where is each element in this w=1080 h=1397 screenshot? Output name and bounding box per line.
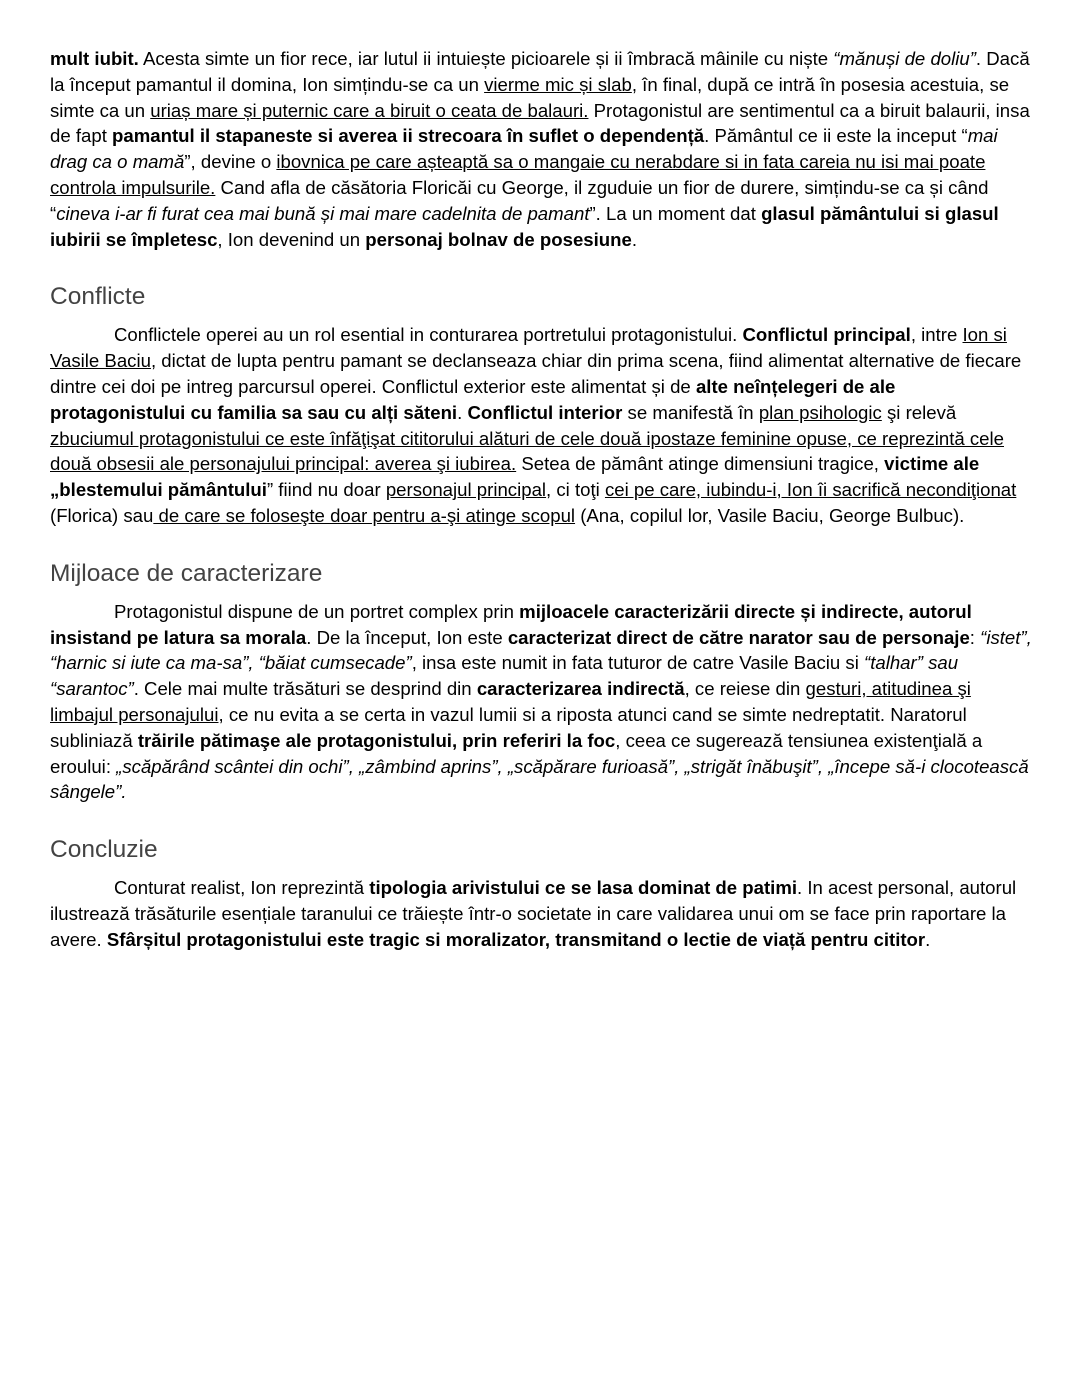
text-run: , intre: [910, 324, 963, 346]
text-run: Conflictul principal: [742, 324, 911, 346]
text-run: , ce reiese din: [684, 678, 806, 700]
document-page: [50, 46, 1034, 953]
text-run: , ce nu evita a se certa in vazul lumii si a riposta atunci cand se simte nedreptatit. Naratorul subliniază: [50, 703, 967, 751]
text-run: personajul principal: [385, 479, 547, 501]
text-run: ” fiind nu doar: [266, 479, 386, 501]
text-run: , dictat de lupta pentru pamant se declanseaza chiar din prima scena, fiind alimentat alternative de fiecare dintre cei doi pe intreg parcursul operei. Conflictul exterior este alimentat și de: [50, 350, 1022, 397]
text-run: “istet”, “harnic si iute ca ma-sa”, “băiat cumsecade”: [50, 626, 1032, 674]
text-run: cineva i-ar fi furat cea mai bună și mai mare cadelnita de pamant: [56, 202, 590, 224]
paragraph-concluzie: [50, 875, 1034, 952]
text-run: cei pe care, iubindu-i, Ion îi sacrifică necondiţionat: [604, 479, 1017, 501]
text-run: caracterizarea indirectă: [476, 678, 685, 700]
heading-conflicte: Conflicte: [50, 283, 146, 311]
text-run: .: [925, 928, 931, 950]
paragraph-mijloace: [50, 599, 1034, 805]
text-run: Conflictul interior: [467, 401, 623, 423]
text-run: Sfârșitul protagonistului este tragic si moralizator, transmitand o lectie de viață pentru cititor: [106, 928, 926, 950]
text-run: . Dacă la început pamantul il domina, Ion simțindu-se ca un: [50, 48, 1030, 95]
text-run: trăirile pătimaşe ale protagonistului, prin referiri la foc: [137, 729, 616, 751]
text-run: . In acest personal, autorul ilustrează trăsăturile esențiale taranului ce trăiește într-o societate in care validarea unui om se face prin raportare la avere.: [50, 877, 1017, 950]
text-run: :: [969, 626, 981, 648]
text-run: (Florica) sau: [50, 504, 154, 526]
text-run: ”, devine o: [184, 151, 277, 173]
text-run: Conflictele operei au un rol esential in conturarea portretului protagonistului.: [114, 324, 743, 346]
text-run: “mănuși de doliu”: [833, 48, 976, 69]
text-run: „scăpărând scântei din ochi”, „zâmbind aprins”, „scăpărare furioasă”, „strigăt înăbuşit”, „începe să-i clocotească sângele”.: [50, 755, 1029, 803]
text-run: , în final, după ce intră în posesia acestuia, se simte ca un: [50, 73, 1010, 121]
text-run: vierme mic și slab: [484, 73, 632, 95]
text-run: şi relevă: [881, 401, 957, 423]
text-run: .: [457, 401, 468, 423]
text-run: .: [631, 228, 638, 250]
text-run: Cand afla de căsătoria Floricăi cu George, il zguduie un fior de durere, simțindu-se ca și când “: [50, 176, 989, 224]
text-run: ”. La un moment dat: [589, 202, 762, 224]
text-run: uriaș mare și puternic care a biruit o ceata de balauri.: [150, 99, 589, 121]
text-run: Acesta simte un fior rece, iar lutul ii intuiește picioarele și ii îmbracă mâinile cu niște: [138, 48, 834, 69]
text-run: caracterizat direct de către narator sau de personaje: [507, 626, 970, 648]
text-run: pamantul il stapaneste si averea ii strecoara în suflet o dependență: [112, 125, 705, 147]
text-run: . De la început, Ion este: [306, 626, 508, 648]
text-run: personaj bolnav de posesiune: [365, 228, 632, 250]
text-run: mijloacele caracterizării directe și indirecte, autorul insistand pe latura sa morala: [50, 600, 972, 648]
text-run: plan psihologic: [758, 401, 882, 423]
text-run: , Ion devenind un: [217, 228, 366, 250]
text-run: mult iubit.: [50, 48, 139, 69]
text-run: alte neînțelegeri de ale protagonistului cu familia sa sau cu alți săteni: [50, 375, 896, 423]
text-run: , insa este numit in fata tuturor de catre Vasile Baciu si: [411, 652, 865, 674]
text-run: (Ana, copilul lor, Vasile Baciu, George Bulbuc).: [575, 504, 965, 526]
text-run: glasul pământului si glasul iubirii se împletesc: [50, 202, 999, 250]
heading-concluzie: Concluzie: [50, 836, 158, 864]
text-run: se manifestă în: [622, 401, 759, 423]
text-run: victime ale „blestemului pământului: [50, 453, 980, 501]
text-run: zbuciumul protagonistului ce este înfăţişat cititorului alături de cele două ipostaze feminine opuse, ce reprezintă cele două obsesii ale personajului principal: averea şi iubirea.: [50, 427, 1004, 475]
text-run: Conturat realist, Ion reprezintă: [114, 877, 370, 899]
text-run: gesturi, atitudinea şi limbajul personajului: [50, 678, 971, 725]
text-run: mai drag ca o mamă: [50, 125, 998, 173]
text-run: Protagonistul dispune de un portret complex prin: [114, 600, 520, 622]
text-run: Ion si Vasile Baciu: [50, 324, 1007, 372]
paragraph-conflicte: [50, 322, 1034, 528]
heading-mijloace-de-caracterizare: Mijloace de caracterizare: [50, 559, 323, 587]
text-run: ibovnica pe care așteaptă sa o mangaie cu nerabdare si in fata careia nu isi mai poate controla impulsurile.: [50, 151, 986, 198]
text-run: “talhar” sau “sarantoc”: [50, 652, 959, 700]
text-run: Setea de pământ atinge dimensiuni tragice,: [516, 453, 885, 475]
text-run: . Cele mai multe trăsături se desprind din: [133, 678, 477, 700]
text-run: . Pământul ce ii este la inceput “: [704, 125, 968, 147]
text-run: , ceea ce sugerează tensiunea existenţială a eroului:: [50, 729, 983, 777]
paragraph-intro: [50, 46, 1034, 252]
text-run: tipologia arivistului ce se lasa dominat de patimi: [369, 877, 798, 899]
text-run: de care se foloseşte doar pentru a-şi atinge scopul: [153, 504, 576, 526]
text-run: Protagonistul are sentimentul ca a biruit balaurii, insa de fapt: [50, 99, 1030, 147]
text-run: , ci toţi: [546, 479, 605, 501]
